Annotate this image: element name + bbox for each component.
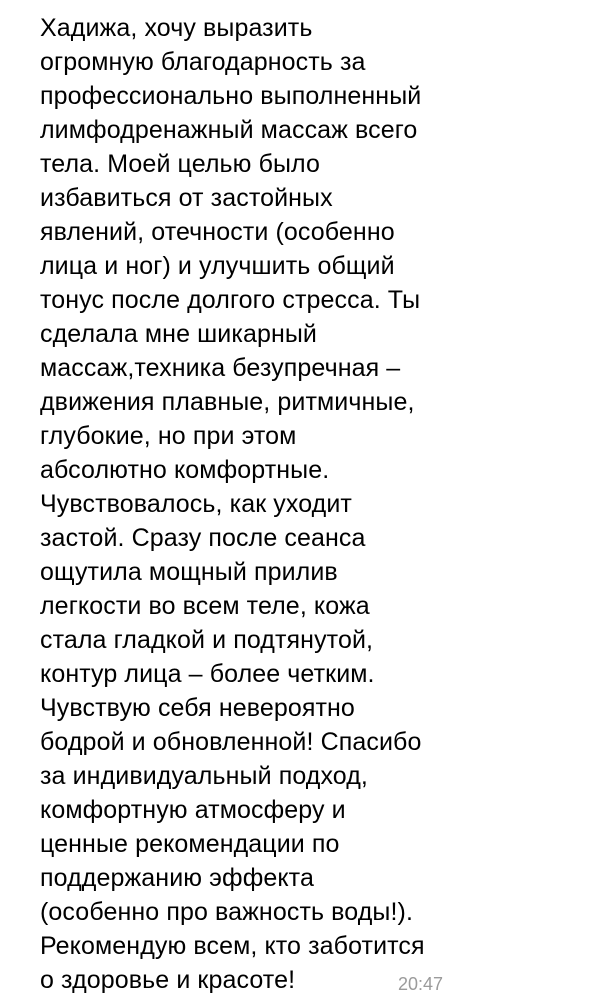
message-text: Хадижа, хочу выразить огромную благодарность за профессионально выполненный лимфодренажный массаж всего тела. Моей целью было избавиться от застойных явлений, отечности (особенно лица и ног) и улучшить общий тонус после долгого стресса. Ты сделала мне шикарный массаж,техника безупречная – движения плавные, ритмичные, глубокие, но при этом абсолютно комфортные. Чувствовалось, как уходит застой. Сразу после сеанса ощутила мощный прилив легкости во всем теле, кожа стала гладкой и подтянутой, контур лица – более четким. Чувствую себя невероятно бодрой и обновленной! Спасибо за индивидуальный подход, комфортную атмосферу и ценные рекомендации по поддержанию эффекта (особенно про важность воды!). Рекомендую всем, кто заботится о здоровье и красоте! — [40, 14, 425, 994]
message-timestamp: 20:47 — [398, 974, 444, 994]
message-bubble[interactable] — [20, 0, 472, 1004]
